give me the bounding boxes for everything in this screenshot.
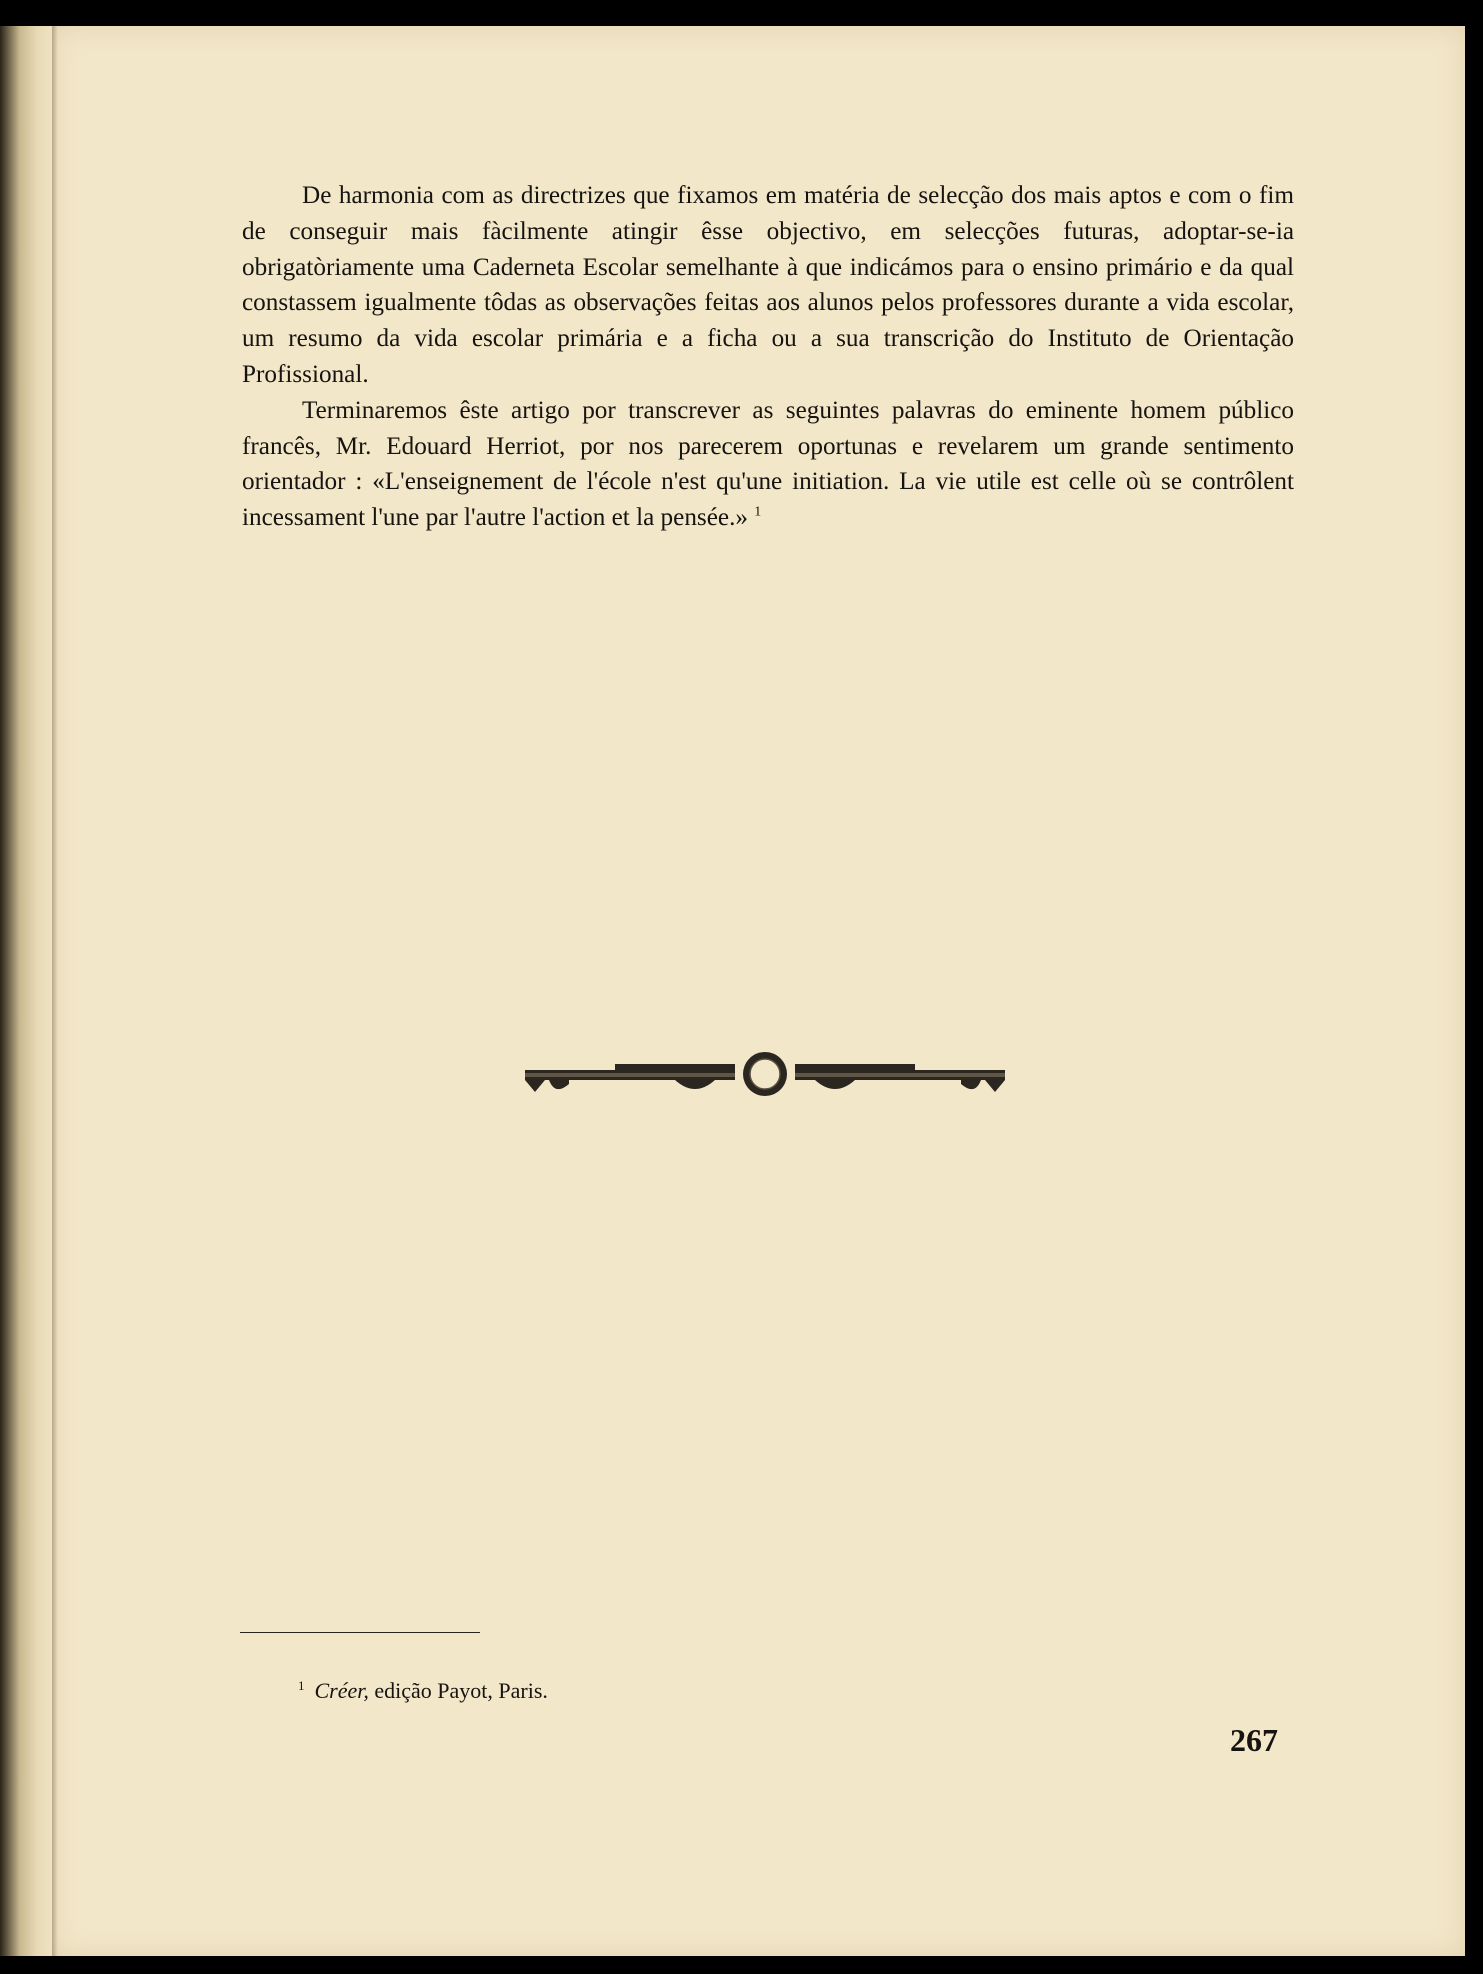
scroll-ornament-icon [525, 1050, 1005, 1106]
footnote-divider [240, 1632, 480, 1633]
paragraph-2-text: Terminaremos êste artigo por transcrever as seguintes palavras do eminente homem público francês, Mr. Edouard Herriot, por nos parecerem oportunas e revelarem um grande sentimento orientador : «L'enseignement de l'école n'est qu'une initiation. La vie utile est celle où se contrôlent incessament l'une par l'autre l'action et la pensée.» [242, 396, 1294, 532]
page-number: 267 [1230, 1722, 1278, 1758]
footnote-book-title: Créer, [314, 1678, 369, 1703]
footnote-marker: 1 [298, 1677, 305, 1693]
footnote-reference: 1 [754, 504, 762, 520]
page-gutter-shadow [52, 26, 58, 1956]
footnote [298, 1678, 548, 1704]
body-text [242, 178, 1294, 536]
book-spine-edge [0, 26, 52, 1956]
paragraph-1: De harmonia com as directrizes que fixamos em matéria de selecção dos mais aptos e com o fim de conseguir mais fàcilmente atingir êsse objectivo, em selecções futuras, adoptar-se-ia obrigatòriamente uma Caderneta Escolar semelhante à que indicámos para o ensino primário e da qual constassem igualmente tôdas as observações feitas aos alunos pelos professores durante a vida escolar, um resumo da vida escolar primária e a ficha ou a sua transcrição do Instituto de Orientação Profissional. [242, 182, 1294, 388]
footnote-publisher: edição Payot, Paris. [374, 1678, 548, 1703]
paragraph-2 [242, 393, 1294, 536]
